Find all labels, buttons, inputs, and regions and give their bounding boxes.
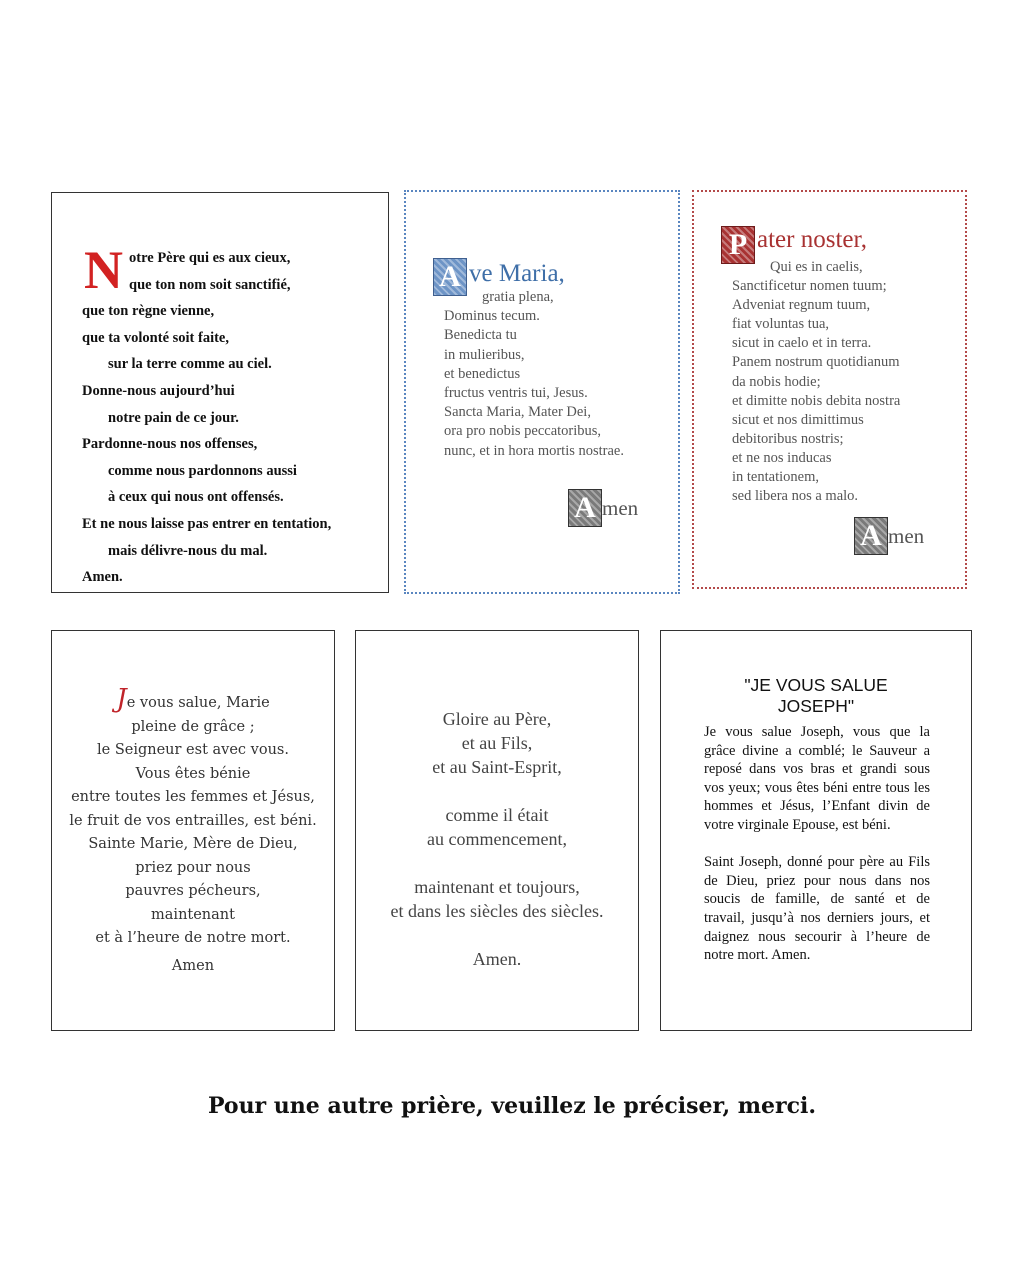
prayer-card-gloire-au-pere xyxy=(355,630,639,1031)
prayer-line: maintenant et toujours, xyxy=(414,877,580,897)
prayer-card-pater-noster xyxy=(692,190,967,589)
amen-text: Amen xyxy=(171,957,215,974)
prayer-line: gratia plena, xyxy=(482,289,554,305)
prayer-line: Vous êtes bénie xyxy=(135,765,251,782)
prayer-line: Adveniat regnum tuum, xyxy=(732,297,871,314)
drop-cap-letter: J xyxy=(116,684,127,714)
amen-signature xyxy=(568,489,638,527)
prayer-line: pleine de grâce ; xyxy=(131,718,255,735)
prayer-line: Sancta Maria, Mater Dei, xyxy=(444,404,591,421)
stanza-gap xyxy=(356,923,638,947)
prayer-line: et ne nos inducas xyxy=(732,449,832,466)
prayer-line: otre Père qui es aux cieux, xyxy=(129,250,291,266)
stanza-gap xyxy=(356,779,638,803)
footer-caption: Pour une autre prière, veuillez le préciser, merci. xyxy=(207,1093,817,1119)
prayer-text xyxy=(52,684,334,978)
prayer-line: le fruit de vos entrailles, est béni. xyxy=(69,812,317,829)
prayer-line: Benedicta tu xyxy=(444,327,517,344)
prayer-line: Sanctificetur nomen tuum; xyxy=(732,278,887,295)
prayer-line: comme nous pardonnons aussi xyxy=(108,462,297,479)
stanza-gap xyxy=(356,851,638,875)
prayer-line: sur la terre comme au ciel. xyxy=(108,356,272,373)
prayer-card-je-vous-salue-joseph xyxy=(660,630,972,1031)
prayer-line: Amen. xyxy=(82,569,123,586)
prayer-line: le Seigneur est avec vous. xyxy=(97,742,289,758)
prayer-line: in mulieribus, xyxy=(444,346,525,363)
prayer-text xyxy=(82,240,382,591)
prayer-text xyxy=(356,707,638,971)
prayer-line: que ton nom soit sanctifié, xyxy=(129,276,291,293)
prayer-line: priez pour nous xyxy=(135,859,251,876)
prayer-line: Dominus tecum. xyxy=(444,308,540,325)
prayer-line: entre toutes les femmes et Jésus, xyxy=(71,789,315,805)
prayer-line: debitoribus nostris; xyxy=(732,430,844,447)
prayer-line: Pardonne-nous nos offenses, xyxy=(82,436,258,453)
prayer-line: fiat voluntas tua, xyxy=(732,316,830,333)
prayer-line: au commencement, xyxy=(427,829,567,849)
prayer-line: et au Fils, xyxy=(461,733,533,753)
prayer-card-notre-pere xyxy=(51,192,389,593)
prayer-line: sicut in caelo et in terra. xyxy=(732,335,872,352)
prayer-title-text: ater noster, xyxy=(757,226,868,253)
prayer-line: à ceux qui nous ont offensés. xyxy=(108,489,284,506)
drop-cap-letter: N xyxy=(84,240,123,300)
prayer-line: pauvres pécheurs, xyxy=(125,883,261,899)
prayer-paragraph: Je vous salue Joseph, vous que la grâce divine a comblé; le Sauveur a reposé dans vos bras et grandi sous vos yeux; vous êtes béni entre tous les hommes et Jésus, l’Enfant divin de votre virginale Epouse, est béni. xyxy=(704,724,930,833)
prayer-line: ora pro nobis peccatoribus, xyxy=(444,423,602,440)
prayer-title-line: JOSEPH" xyxy=(777,696,855,716)
amen-text: men xyxy=(602,496,639,520)
prayer-line: sed libera nos a malo. xyxy=(732,488,859,505)
prayer-line: et dimitte nobis debita nostra xyxy=(732,392,901,409)
prayer-line: maintenant xyxy=(151,906,235,923)
prayer-line: comme il était xyxy=(445,805,549,825)
prayer-line: sicut et nos dimittimus xyxy=(732,411,864,428)
prayer-line: in tentationem, xyxy=(732,469,819,486)
prayer-title xyxy=(661,675,971,717)
amen-text: Amen. xyxy=(472,949,522,969)
amen-signature xyxy=(854,517,924,555)
prayer-line-text: e vous salue, Marie xyxy=(126,695,270,711)
prayer-line xyxy=(52,684,334,716)
amen-text: men xyxy=(888,524,925,548)
prayer-line: et au Saint-Esprit, xyxy=(432,757,562,777)
prayer-line: notre pain de ce jour. xyxy=(108,409,239,426)
prayer-title-text: ve Maria, xyxy=(469,260,565,287)
prayer-line: que ta volonté soit faite, xyxy=(82,329,229,346)
prayer-line: et dans les siècles des siècles. xyxy=(390,901,604,921)
prayer-title-line: "JE VOUS SALUE xyxy=(744,675,888,695)
prayer-line: da nobis hodie; xyxy=(732,373,821,390)
prayer-line: nunc, et in hora mortis nostrae. xyxy=(444,442,624,459)
illuminated-letter-icon: A xyxy=(568,489,602,527)
prayer-line: et benedictus xyxy=(444,365,521,382)
prayer-line: et à l’heure de notre mort. xyxy=(95,930,291,946)
prayer-paragraph: Saint Joseph, donné pour père au Fils de Dieu, priez pour nous dans nos soucis de famille, de santé et de travail, jusqu’à nos derniers jours, et daignez nous secourir à l’heure de notre mort. Amen. xyxy=(704,854,930,964)
illuminated-letter-icon: P xyxy=(721,226,755,264)
prayer-card-ave-maria xyxy=(404,190,680,594)
prayer-line: Et ne nous laisse pas entrer en tentation, xyxy=(82,515,332,532)
prayer-text xyxy=(704,723,930,965)
illuminated-letter-icon: A xyxy=(854,517,888,555)
prayer-line: que ton règne vienne, xyxy=(82,303,215,320)
prayer-text xyxy=(444,288,624,461)
prayer-line: Gloire au Père, xyxy=(442,709,552,729)
prayer-card-je-vous-salue-marie xyxy=(51,630,335,1031)
illuminated-letter-icon: A xyxy=(433,258,467,296)
prayer-line: Donne-nous aujourd’hui xyxy=(82,382,235,399)
prayer-text xyxy=(732,258,900,506)
prayer-line: Sainte Marie, Mère de Dieu, xyxy=(88,836,298,852)
prayer-line: mais délivre-nous du mal. xyxy=(108,542,268,559)
prayer-line: Qui es in caelis, xyxy=(770,259,863,275)
prayer-line: Panem nostrum quotidianum xyxy=(732,354,900,371)
prayer-line: fructus ventris tui, Jesus. xyxy=(444,385,588,402)
